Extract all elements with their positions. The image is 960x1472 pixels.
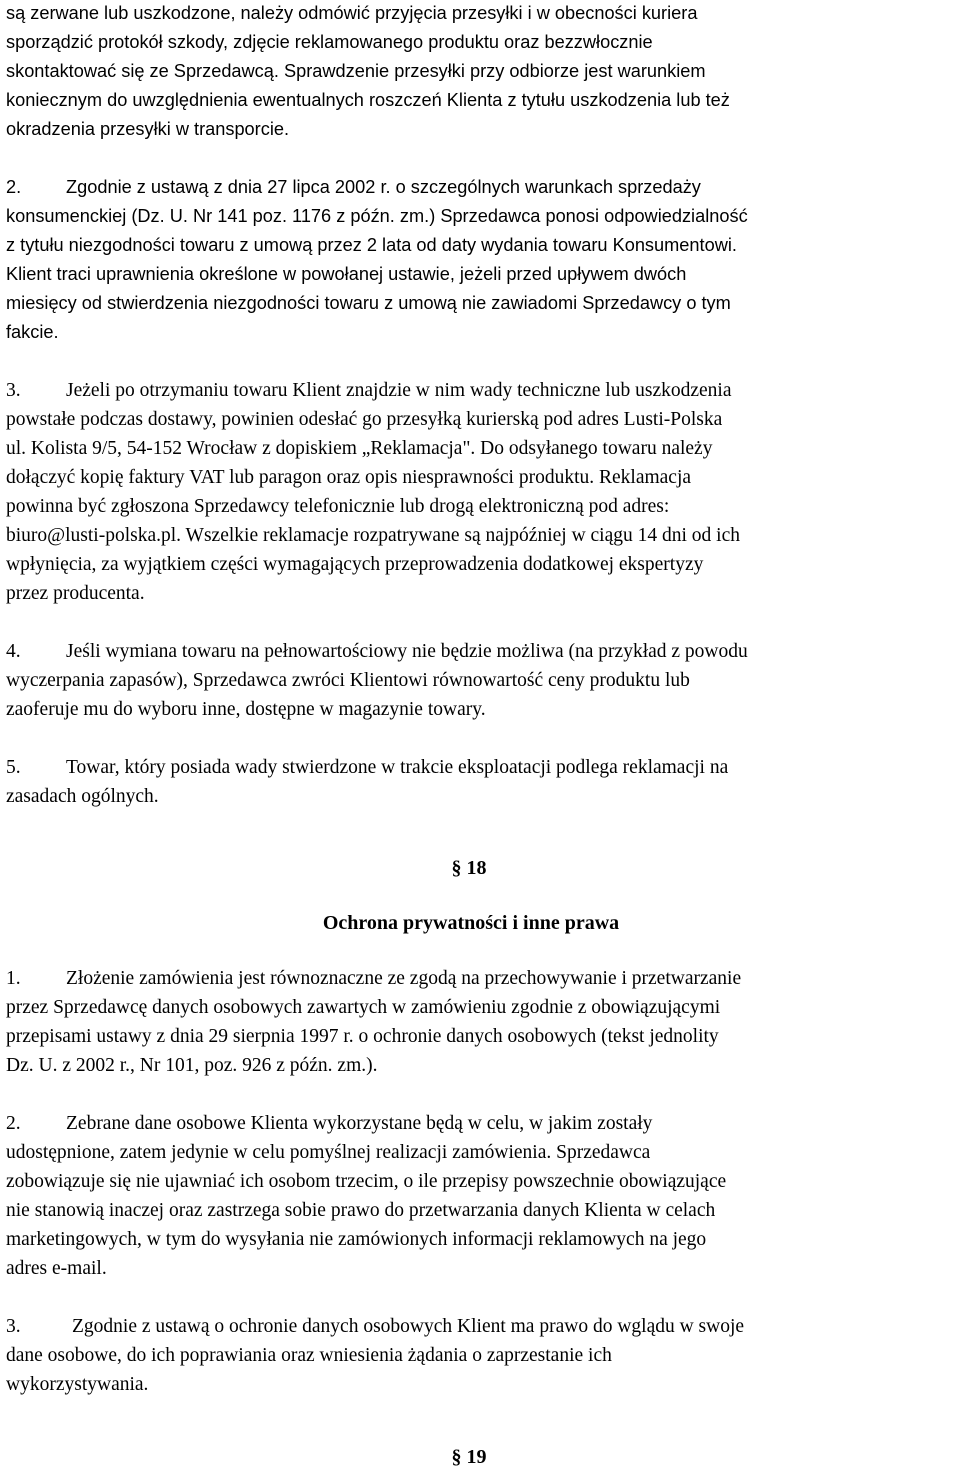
text-line: przez Sprzedawcę danych osobowych zawartych w zamówieniu zgodnie z obowiązującymi (6, 997, 721, 1018)
text-line: z tytułu niezgodności towaru z umową przez 2 lata od daty wydania towaru Konsumentowi. (6, 235, 737, 255)
text-line (6, 964, 936, 993)
text-line: ul. Kolista 9/5, 54-152 Wrocław z dopiskiem „Reklamacja". Do odsyłanego towaru należy (6, 438, 713, 459)
paragraph-number: 3. (6, 1316, 21, 1337)
section-number-19: § 19 (451, 1446, 487, 1468)
text-line (6, 1312, 936, 1341)
text-line: biuro@lusti-polska.pl. Wszelkie reklamacje rozpatrywane są najpóźniej w ciągu 14 dni od ich (6, 525, 740, 546)
text-line: Dz. U. z 2002 r., Nr 101, poz. 926 z późn. zm.). (6, 1055, 378, 1076)
paragraph-number: 4. (6, 641, 21, 662)
paragraph-number: 2. (6, 177, 22, 197)
paragraph-2-warranty (6, 173, 936, 347)
text-line: wpłynięcia, za wyjątkiem części wymagających przeprowadzenia dodatkowej ekspertyzy (6, 554, 704, 575)
text-span: Jeśli wymiana towaru na pełnowartościowy nie będzie możliwa (na przykład z powodu (66, 641, 748, 662)
paragraph-2-data-use (6, 1109, 936, 1283)
text-line: przez producenta. (6, 583, 145, 604)
text-span: Zgodnie z ustawą o ochronie danych osobowych Klient ma prawo do wglądu w swoje (72, 1316, 745, 1337)
text-line: zasadach ogólnych. (6, 786, 159, 807)
text-line: Klient traci uprawnienia określone w powołanej ustawie, jeżeli przed upływem dwóch (6, 264, 687, 284)
text-line: zaoferuje mu do wyboru inne, dostępne w magazynie towary. (6, 699, 486, 720)
text-span: Jeżeli po otrzymaniu towaru Klient znajdzie w nim wady techniczne lub uszkodzenia (66, 380, 732, 401)
intro-paragraph (6, 0, 936, 144)
text-line: koniecznym do uwzględnienia ewentualnych roszczeń Klienta z tytułu uszkodzenia lub też (6, 90, 730, 110)
paragraph-3-complaints (6, 376, 936, 608)
paragraph-4-replacement (6, 637, 936, 724)
text-line: skontaktować się ze Sprzedawcą. Sprawdzenie przesyłki przy odbiorze jest warunkiem (6, 61, 706, 81)
text-line: marketingowych, w tym do wysyłania nie zamówionych informacji reklamowych na jego (6, 1229, 707, 1250)
text-line: dołączyć kopię faktury VAT lub paragon oraz opis niesprawności produktu. Reklamacja (6, 467, 692, 488)
text-line: dane osobowe, do ich poprawiania oraz wniesienia żądania o zaprzestanie ich (6, 1345, 612, 1366)
paragraph-3-data-access (6, 1312, 936, 1399)
text-line: adres e-mail. (6, 1258, 107, 1279)
text-line: konsumenckiej (Dz. U. Nr 141 poz. 1176 z późn. zm.) Sprzedawca ponosi odpowiedzialność (6, 206, 748, 226)
text-line (6, 173, 936, 202)
text-span: Złożenie zamówienia jest równoznaczne ze zgodą na przechowywanie i przetwarzanie (66, 968, 742, 989)
paragraph-1-consent (6, 964, 936, 1080)
text-line: wykorzystywania. (6, 1374, 149, 1395)
paragraph-number: 3. (6, 380, 21, 401)
text-line (6, 753, 936, 782)
text-line: są zerwane lub uszkodzone, należy odmówić przyjęcia przesyłki i w obecności kuriera (6, 3, 698, 23)
text-line (6, 637, 936, 666)
section-number-18: § 18 (451, 857, 487, 879)
text-line (6, 376, 936, 405)
text-line: fakcie. (6, 322, 59, 342)
document-page (6, 0, 936, 1472)
text-line: udostępnione, zatem jedynie w celu pomyślnej realizacji zamówienia. Sprzedawca (6, 1142, 651, 1163)
text-span: Zgodnie z ustawą z dnia 27 lipca 2002 r. o szczególnych warunkach sprzedaży (66, 177, 701, 197)
paragraph-5-defects (6, 753, 936, 811)
paragraph-number: 5. (6, 757, 21, 778)
text-line: sporządzić protokół szkody, zdjęcie reklamowanego produktu oraz bezzwłocznie (6, 32, 653, 52)
text-span: Zebrane dane osobowe Klienta wykorzystane będą w celu, w jakim zostały (66, 1113, 653, 1134)
text-line (6, 1109, 936, 1138)
text-line: nie stanowią inaczej oraz zastrzega sobie prawo do przetwarzania danych Klienta w celach (6, 1200, 716, 1221)
paragraph-number: 2. (6, 1113, 21, 1134)
text-line: miesięcy od stwierdzenia niezgodności towaru z umową nie zawiadomi Sprzedawcy o tym (6, 293, 731, 313)
paragraph-number: 1. (6, 968, 21, 989)
text-line: powstałe podczas dostawy, powinien odesłać go przesyłką kurierską pod adres Lusti-Polska (6, 409, 723, 430)
section-title: Ochrona prywatności i inne prawa (322, 912, 620, 934)
text-line: przepisami ustawy z dnia 29 sierpnia 1997 r. o ochronie danych osobowych (tekst jednolity (6, 1026, 719, 1047)
text-line: okradzenia przesyłki w transporcie. (6, 119, 290, 139)
text-line: powinna być zgłoszona Sprzedawcy telefonicznie lub drogą elektroniczną pod adres: (6, 496, 670, 517)
text-line: zobowiązuje się nie ujawniać ich osobom trzecim, o ile przepisy powszechnie obowiązujące (6, 1171, 727, 1192)
text-span: Towar, który posiada wady stwierdzone w trakcie eksploatacji podlega reklamacji na (66, 757, 729, 778)
text-line: wyczerpania zapasów), Sprzedawca zwróci Klientowi równowartość ceny produktu lub (6, 670, 690, 691)
